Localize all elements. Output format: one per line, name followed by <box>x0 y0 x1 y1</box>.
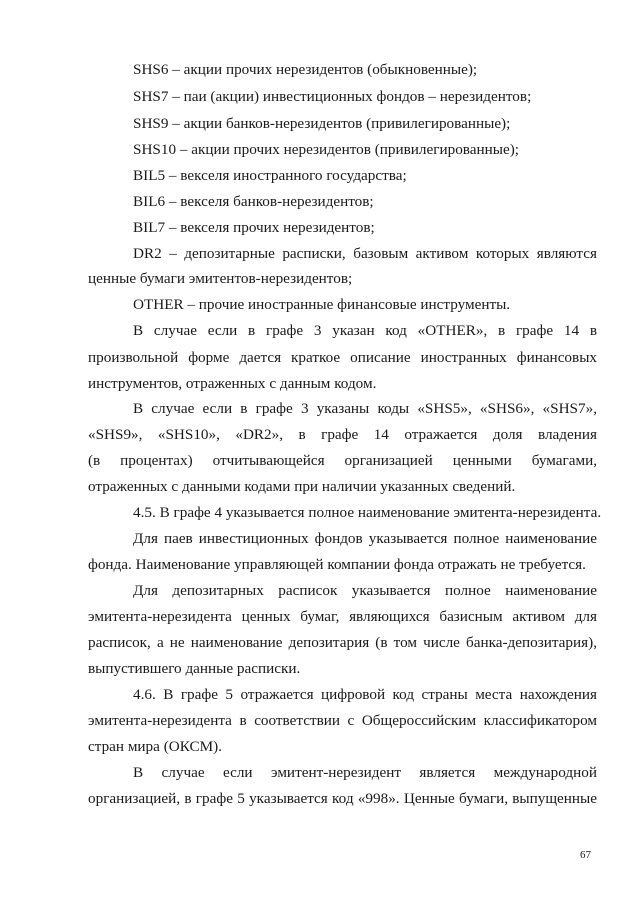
paragraph-line: В случае если в графе 3 указан код «OTHER», в графе 14 в <box>133 322 597 339</box>
paragraph-line: стран мира (ОКСМ). <box>88 738 222 755</box>
list-item-dr2-cont: ценные бумаги эмитентов-нерезидентов; <box>88 270 353 287</box>
paragraph-line: эмитента-нерезидента ценных бумаг, являющихся базисным активом для <box>88 608 597 625</box>
list-item-other: OTHER – прочие иностранные финансовые инструменты. <box>133 296 511 313</box>
list-item-shs6: SHS6 – акции прочих нерезидентов (обыкновенные); <box>133 61 478 78</box>
list-item-bil7: BIL7 – векселя прочих нерезидентов; <box>133 219 375 236</box>
section-4-5-heading: 4.5. В графе 4 указывается полное наименование эмитента-нерезидента. <box>133 504 602 521</box>
paragraph-line: Для депозитарных расписок указывается полное наименование <box>133 582 597 599</box>
paragraph-line: (в процентах) отчитывающейся организацией ценными бумагами, <box>88 452 597 469</box>
paragraph-line: произвольной форме дается краткое описание иностранных финансовых <box>88 349 597 366</box>
list-item-shs7: SHS7 – паи (акции) инвестиционных фондов – нерезидентов; <box>133 88 532 105</box>
paragraph-line: организацией, в графе 5 указывается код «998». Ценные бумаги, выпущенные <box>88 790 597 807</box>
section-4-6-heading: 4.6. В графе 5 отражается цифровой код страны места нахождения <box>133 686 597 703</box>
list-item-shs10: SHS10 – акции прочих нерезидентов (привилегированные); <box>133 141 519 158</box>
paragraph-line: отраженных с данными кодами при наличии указанных сведений. <box>88 478 516 495</box>
paragraph-line: «SHS9», «SHS10», «DR2», в графе 14 отражается доля владения <box>88 426 597 443</box>
paragraph-line: В случае если эмитент-нерезидент является международной <box>133 764 597 781</box>
list-item-bil6: BIL6 – векселя банков-нерезидентов; <box>133 193 374 210</box>
paragraph-line: расписок, а не наименование депозитария (в том числе банка-депозитария), <box>88 634 597 651</box>
paragraph-line: фонда. Наименование управляющей компании фонда отражать не требуется. <box>88 556 586 573</box>
list-item-dr2: DR2 – депозитарные расписки, базовым активом которых являются <box>133 245 597 262</box>
list-item-bil5: BIL5 – векселя иностранного государства; <box>133 167 407 184</box>
list-item-shs9: SHS9 – акции банков-нерезидентов (привилегированные); <box>133 115 511 132</box>
paragraph-line: выпустившего данные расписки. <box>88 660 301 677</box>
paragraph-line: инструментов, отраженных с данным кодом. <box>88 375 377 392</box>
paragraph-line: эмитента-нерезидента в соответствии с Общероссийским классификатором <box>88 712 597 729</box>
paragraph-line: В случае если в графе 3 указаны коды «SHS5», «SHS6», «SHS7», <box>133 400 597 417</box>
page-number: 67 <box>580 849 591 861</box>
paragraph-line: Для паев инвестиционных фондов указывается полное наименование <box>133 530 597 547</box>
